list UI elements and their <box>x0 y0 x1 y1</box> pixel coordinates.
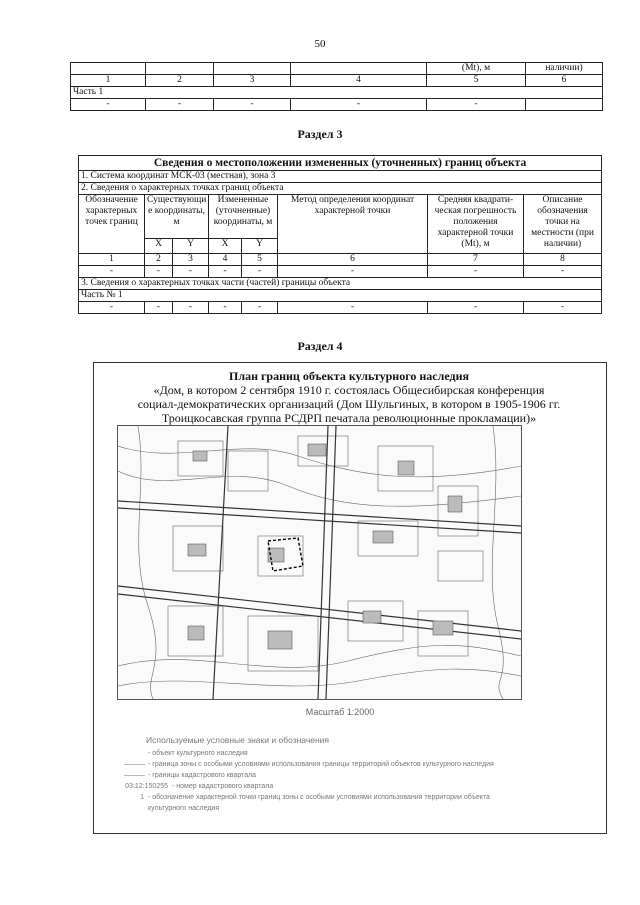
table-cell: 7 <box>428 254 524 266</box>
map-legend <box>124 735 594 814</box>
table-title: Сведения о местоположении измененных (уточненных) границ объекта <box>79 156 602 171</box>
map-scale: Масштаб 1:2000 <box>305 707 375 717</box>
table-row <box>71 75 603 87</box>
header-changed-coords: Измененные (уточненные) координаты, м <box>209 195 278 239</box>
table-cell: - <box>428 302 524 314</box>
header-x: X <box>145 238 173 253</box>
legend-item <box>124 759 594 770</box>
table-cell: 5 <box>242 254 278 266</box>
legend-text: - границы кадастрового квартала <box>148 772 257 779</box>
header-y: Y <box>173 238 209 253</box>
part-label: Часть № 1 <box>79 290 602 302</box>
plan-title-block <box>93 369 605 425</box>
table-cell: наличии) <box>526 63 603 75</box>
table-cell: - <box>145 266 173 278</box>
header-y: Y <box>242 238 278 253</box>
table-cell: (Mt), м <box>427 63 526 75</box>
table-cell: - <box>428 266 524 278</box>
table-cell <box>214 63 291 75</box>
header-description: Описание обозначения точки на местности (при наличии) <box>524 195 602 254</box>
legend-text: - объект культурного наследия <box>148 750 248 757</box>
table-cell: 3 <box>173 254 209 266</box>
table-cell: - <box>214 99 291 111</box>
table-cell <box>526 99 603 111</box>
table-cell: - <box>79 266 145 278</box>
header-method: Метод определения координат характерной точки <box>278 195 428 254</box>
part-points-row: 3. Сведения о характерных точках части (частей) границы объекта <box>79 278 602 290</box>
table-cell: - <box>524 302 602 314</box>
table-row <box>79 156 602 171</box>
table-cell: - <box>173 302 209 314</box>
table-row <box>79 266 602 278</box>
table-cell: 1 <box>71 75 146 87</box>
table-row <box>71 87 603 99</box>
legend-symbol: ——— <box>124 761 145 768</box>
table-cell <box>146 63 214 75</box>
table-cell: - <box>278 302 428 314</box>
legend-symbol: ——— <box>124 772 145 779</box>
section-4-title: Раздел 4 <box>297 339 343 353</box>
points-info-row: 2. Сведения о характерных точках границ объекта <box>79 183 602 195</box>
legend-item <box>124 792 594 814</box>
coordinates-table-continued <box>70 62 603 111</box>
plan-subtitle-line: социал-демократических организаций (Дом Шульгиных, в котором в 1905-1906 гг. <box>137 397 561 411</box>
legend-text: - номер кадастрового квартала <box>172 783 274 790</box>
legend-item <box>124 748 594 759</box>
table-cell: - <box>209 302 242 314</box>
legend-text: - граница зоны с особыми условиями использования границы территорий объектов культурного наследия <box>148 761 494 768</box>
table-cell: - <box>427 99 526 111</box>
table-row <box>79 183 602 195</box>
table-cell: 4 <box>209 254 242 266</box>
table-cell: 6 <box>526 75 603 87</box>
table-row <box>79 302 602 314</box>
coordinate-system-row: 1. Система координат МСК-03 (местная), зона 3 <box>79 171 602 183</box>
table-cell: - <box>145 302 173 314</box>
table-cell <box>291 63 427 75</box>
plan-subtitle-line: «Дом, в котором 2 сентября 1910 г. состоялась Общесибирская конференция <box>153 383 545 397</box>
table-cell: 2 <box>146 75 214 87</box>
table-cell: 2 <box>145 254 173 266</box>
legend-symbol: 03:12:150255 <box>125 783 168 790</box>
plan-title: План границ объекта культурного наследия <box>229 369 469 383</box>
table-cell: - <box>146 99 214 111</box>
header-existing-coords: Существующи е координаты, м <box>145 195 209 239</box>
table-row <box>79 290 602 302</box>
section-3-table <box>78 155 602 314</box>
table-cell: 5 <box>427 75 526 87</box>
table-cell: - <box>291 99 427 111</box>
table-row <box>71 63 603 75</box>
table-cell: 1 <box>79 254 145 266</box>
legend-item <box>124 781 594 792</box>
table-header-row <box>79 195 602 239</box>
table-cell: - <box>242 266 278 278</box>
table-row <box>79 278 602 290</box>
table-cell: - <box>79 302 145 314</box>
table-cell: - <box>209 266 242 278</box>
table-cell <box>71 63 146 75</box>
legend-title: Используемые условные знаки и обозначения <box>146 735 330 745</box>
table-cell: - <box>524 266 602 278</box>
table-cell: 4 <box>291 75 427 87</box>
table-cell: - <box>278 266 428 278</box>
legend-symbol: 1 <box>140 794 144 801</box>
cadastral-map <box>117 425 522 700</box>
table-cell: 3 <box>214 75 291 87</box>
page-number: 50 <box>314 38 326 50</box>
header-error: Средняя квадрати-ческая погрешность положения характерной точки (Mt), м <box>428 195 524 254</box>
table-cell: - <box>71 99 146 111</box>
table-cell: 8 <box>524 254 602 266</box>
map-drawing <box>118 426 521 699</box>
legend-item <box>124 770 594 781</box>
table-row <box>79 254 602 266</box>
table-cell: - <box>173 266 209 278</box>
legend-text: - обозначение характерной точки границ зоны с особыми условиями использования территории объекта культурного наследия <box>148 794 490 812</box>
table-cell: - <box>242 302 278 314</box>
section-3-title: Раздел 3 <box>297 127 343 141</box>
header-x: X <box>209 238 242 253</box>
header-point-designation: Обозначение характерных точек границ <box>79 195 145 254</box>
plan-subtitle-line: Троицкосавская группа РСДРП печатала революционные прокламации)» <box>161 411 537 425</box>
table-row <box>79 171 602 183</box>
table-row <box>71 99 603 111</box>
table-cell: 6 <box>278 254 428 266</box>
part-label: Часть 1 <box>71 87 603 99</box>
